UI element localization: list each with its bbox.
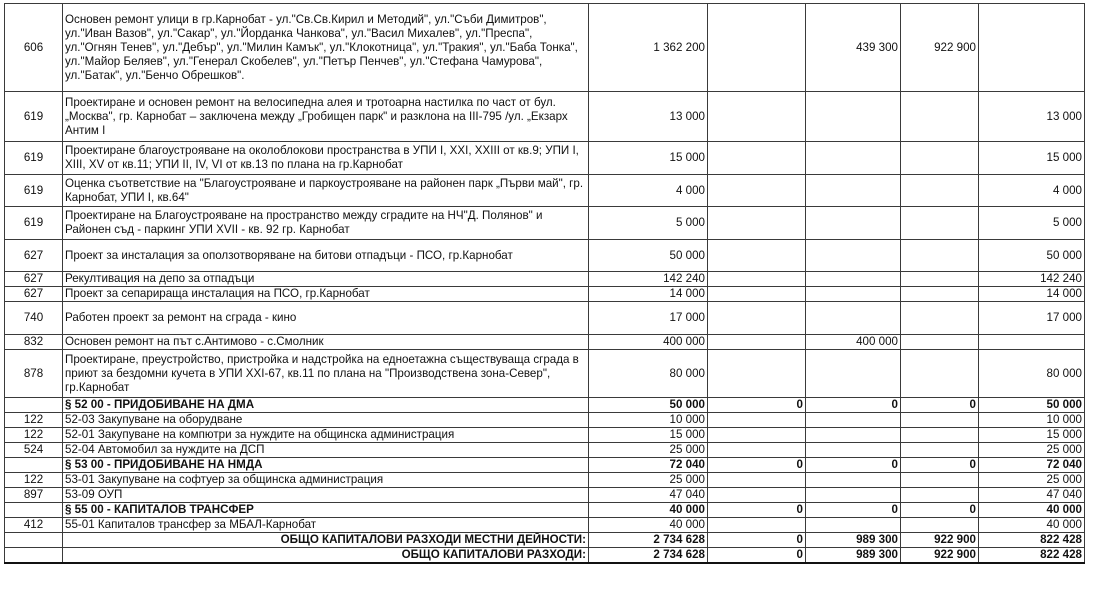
table-row: [5, 335, 1085, 350]
amount-column-1-cell: 0: [708, 548, 806, 564]
total-amount-cell: 142 240: [589, 272, 708, 287]
amount-column-4-cell: 25 000: [979, 443, 1085, 458]
table-row: [5, 287, 1085, 302]
section-row: [5, 398, 1085, 413]
total-amount-cell: 5 000: [589, 207, 708, 240]
description-cell: § 53 00 - ПРИДОБИВАНЕ НА НМДА: [63, 458, 589, 473]
description-cell: Проект за сепарираща инсталация на ПСО, гр.Карнобат: [63, 287, 589, 302]
total-amount-cell: 40 000: [589, 518, 708, 533]
amount-column-4-cell: 72 040: [979, 458, 1085, 473]
amount-column-2-cell: [806, 473, 901, 488]
amount-column-3-cell: 0: [901, 398, 979, 413]
description-cell: Работен проект за ремонт на сграда - кино: [63, 302, 589, 335]
description-cell: Проектиране, преустройство, пристройка и надстройка на едноетажна съществуваща сграда в приют за бездомни кучета в УПИ ХХІ-67, кв.11 по плана на "Производствена зона-Север", гр.Карнобат: [63, 350, 589, 398]
amount-column-2-cell: [806, 175, 901, 207]
program-code-cell: 740: [5, 302, 63, 335]
table-row: [5, 302, 1085, 335]
total-amount-cell: 25 000: [589, 443, 708, 458]
amount-column-1-cell: 0: [708, 398, 806, 413]
amount-column-1-cell: [708, 142, 806, 175]
table-row: [5, 413, 1085, 428]
capital-expenditure-table: [4, 3, 1085, 564]
amount-column-1-cell: [708, 240, 806, 272]
description-cell: Основен ремонт улици в гр.Карнобат - ул."Св.Св.Кирил и Методий", ул."Съби Димитров", ул."Иван Вазов", ул."Сакар", ул."Йорданка Чанкова", ул."Васил Михалев", ул."Преспа", ул."Огнян Тенев", ул."Дебър", ул."Милин Камък", ул."Клокотница", ул."Тракия", ул."Баба Тонка", ул."Майор Беляев", ул."Генерал Скобелев", ул."Петър Пенчев", ул."Стефана Чамурова", ул."Батак", ул."Бенчо Обрешков".: [63, 4, 589, 92]
program-code-cell: 619: [5, 175, 63, 207]
table-row: [5, 240, 1085, 272]
amount-column-1-cell: [708, 518, 806, 533]
amount-column-3-cell: [901, 92, 979, 142]
table-row: [5, 488, 1085, 503]
program-code-cell: 832: [5, 335, 63, 350]
amount-column-3-cell: 922 900: [901, 548, 979, 564]
total-amount-cell: 14 000: [589, 287, 708, 302]
table-row: [5, 518, 1085, 533]
amount-column-4-cell: 40 000: [979, 518, 1085, 533]
program-code-cell: 627: [5, 287, 63, 302]
amount-column-4-cell: 40 000: [979, 503, 1085, 518]
total-amount-cell: 17 000: [589, 302, 708, 335]
amount-column-3-cell: [901, 350, 979, 398]
total-row: [5, 548, 1085, 564]
total-amount-cell: 47 040: [589, 488, 708, 503]
amount-column-1-cell: [708, 335, 806, 350]
amount-column-1-cell: 0: [708, 458, 806, 473]
amount-column-1-cell: [708, 207, 806, 240]
total-amount-cell: 40 000: [589, 503, 708, 518]
total-amount-cell: 400 000: [589, 335, 708, 350]
program-code-cell: 878: [5, 350, 63, 398]
program-code-cell: [5, 398, 63, 413]
total-row: [5, 533, 1085, 548]
program-code-cell: [5, 533, 63, 548]
description-cell: 52-04 Автомобил за нуждите на ДСП: [63, 443, 589, 458]
table-row: [5, 443, 1085, 458]
description-cell: Основен ремонт на път с.Антимово - с.Смолник: [63, 335, 589, 350]
table-row: [5, 350, 1085, 398]
amount-column-1-cell: 0: [708, 503, 806, 518]
amount-column-2-cell: 439 300: [806, 4, 901, 92]
description-cell: Рекултивация на депо за отпадъци: [63, 272, 589, 287]
amount-column-2-cell: [806, 240, 901, 272]
amount-column-2-cell: [806, 92, 901, 142]
total-amount-cell: 10 000: [589, 413, 708, 428]
amount-column-4-cell: 4 000: [979, 175, 1085, 207]
program-code-cell: 122: [5, 413, 63, 428]
total-amount-cell: 13 000: [589, 92, 708, 142]
amount-column-2-cell: [806, 443, 901, 458]
table-row: [5, 92, 1085, 142]
program-code-cell: 412: [5, 518, 63, 533]
amount-column-1-cell: [708, 443, 806, 458]
amount-column-3-cell: 922 900: [901, 533, 979, 548]
table-row: [5, 4, 1085, 92]
amount-column-4-cell: [979, 4, 1085, 92]
description-cell: ОБЩО КАПИТАЛОВИ РАЗХОДИ:: [63, 548, 589, 564]
total-amount-cell: 1 362 200: [589, 4, 708, 92]
program-code-cell: 627: [5, 272, 63, 287]
amount-column-2-cell: [806, 413, 901, 428]
amount-column-4-cell: [979, 335, 1085, 350]
amount-column-4-cell: 25 000: [979, 473, 1085, 488]
program-code-cell: 619: [5, 142, 63, 175]
description-cell: Оценка съответствие на "Благоустрояване и паркоустрояване на районен парк „Първи май", гр. Карнобат, УПИ І, кв.64": [63, 175, 589, 207]
program-code-cell: 122: [5, 428, 63, 443]
program-code-cell: 122: [5, 473, 63, 488]
program-code-cell: 606: [5, 4, 63, 92]
description-cell: § 55 00 - КАПИТАЛОВ ТРАНСФЕР: [63, 503, 589, 518]
amount-column-3-cell: 0: [901, 503, 979, 518]
amount-column-4-cell: 10 000: [979, 413, 1085, 428]
amount-column-3-cell: [901, 287, 979, 302]
section-row: [5, 458, 1085, 473]
amount-column-4-cell: 50 000: [979, 398, 1085, 413]
description-cell: 52-01 Закупуване на компютри за нуждите на общинска администрация: [63, 428, 589, 443]
total-amount-cell: 15 000: [589, 428, 708, 443]
amount-column-1-cell: [708, 428, 806, 443]
amount-column-1-cell: [708, 473, 806, 488]
amount-column-3-cell: [901, 335, 979, 350]
description-cell: Проектиране благоустрояване на околоблокови пространства в УПИ І, ХХІ, ХХІІІ от кв.9; УПИ І, ХІІІ, ХV от кв.11; УПИ ІІ, ІV, VІ от кв.13 по плана на гр.Карнобат: [63, 142, 589, 175]
program-code-cell: [5, 503, 63, 518]
amount-column-3-cell: [901, 302, 979, 335]
amount-column-2-cell: 989 300: [806, 533, 901, 548]
description-cell: 55-01 Капиталов трансфер за МБАЛ-Карнобат: [63, 518, 589, 533]
program-code-cell: [5, 458, 63, 473]
amount-column-2-cell: [806, 302, 901, 335]
amount-column-1-cell: [708, 287, 806, 302]
amount-column-4-cell: 50 000: [979, 240, 1085, 272]
amount-column-2-cell: 0: [806, 398, 901, 413]
amount-column-2-cell: 0: [806, 458, 901, 473]
amount-column-4-cell: 14 000: [979, 287, 1085, 302]
total-amount-cell: 2 734 628: [589, 548, 708, 564]
amount-column-3-cell: [901, 207, 979, 240]
total-amount-cell: 25 000: [589, 473, 708, 488]
amount-column-2-cell: [806, 272, 901, 287]
amount-column-1-cell: [708, 4, 806, 92]
table-row: [5, 428, 1085, 443]
amount-column-4-cell: 13 000: [979, 92, 1085, 142]
total-amount-cell: 4 000: [589, 175, 708, 207]
table-row: [5, 175, 1085, 207]
table-body: [5, 4, 1085, 564]
table-row: [5, 272, 1085, 287]
total-amount-cell: 50 000: [589, 240, 708, 272]
amount-column-4-cell: 15 000: [979, 428, 1085, 443]
description-cell: 52-03 Закупуване на оборудване: [63, 413, 589, 428]
amount-column-3-cell: [901, 175, 979, 207]
program-code-cell: 619: [5, 92, 63, 142]
description-cell: 53-01 Закупуване на софтуер за общинска администрация: [63, 473, 589, 488]
amount-column-2-cell: [806, 287, 901, 302]
amount-column-2-cell: 400 000: [806, 335, 901, 350]
amount-column-1-cell: [708, 488, 806, 503]
total-amount-cell: 2 734 628: [589, 533, 708, 548]
description-cell: Проект за инсталация за оползотворяване на битови отпадъци - ПСО, гр.Карнобат: [63, 240, 589, 272]
amount-column-1-cell: [708, 302, 806, 335]
program-code-cell: 524: [5, 443, 63, 458]
program-code-cell: 619: [5, 207, 63, 240]
amount-column-4-cell: 15 000: [979, 142, 1085, 175]
section-row: [5, 503, 1085, 518]
amount-column-4-cell: 822 428: [979, 533, 1085, 548]
amount-column-1-cell: [708, 413, 806, 428]
amount-column-4-cell: 822 428: [979, 548, 1085, 564]
amount-column-3-cell: [901, 443, 979, 458]
amount-column-2-cell: 989 300: [806, 548, 901, 564]
amount-column-4-cell: 17 000: [979, 302, 1085, 335]
program-code-cell: 627: [5, 240, 63, 272]
amount-column-3-cell: [901, 473, 979, 488]
table-row: [5, 142, 1085, 175]
amount-column-3-cell: [901, 272, 979, 287]
description-cell: Проектиране и основен ремонт на велосипедна алея и тротоарна настилка по част от бул. „Москва", гр. Карнобат – заключена между „Гробищен парк" и разклона на III-795 /ул. „Екзарх Антим І: [63, 92, 589, 142]
amount-column-2-cell: [806, 428, 901, 443]
total-amount-cell: 72 040: [589, 458, 708, 473]
amount-column-3-cell: [901, 518, 979, 533]
amount-column-1-cell: [708, 92, 806, 142]
program-code-cell: 897: [5, 488, 63, 503]
amount-column-1-cell: [708, 350, 806, 398]
amount-column-3-cell: [901, 240, 979, 272]
amount-column-2-cell: [806, 207, 901, 240]
amount-column-3-cell: 922 900: [901, 4, 979, 92]
total-amount-cell: 15 000: [589, 142, 708, 175]
amount-column-4-cell: 47 040: [979, 488, 1085, 503]
amount-column-3-cell: [901, 142, 979, 175]
amount-column-4-cell: 5 000: [979, 207, 1085, 240]
description-cell: 53-09 ОУП: [63, 488, 589, 503]
program-code-cell: [5, 548, 63, 564]
total-amount-cell: 80 000: [589, 350, 708, 398]
description-cell: § 52 00 - ПРИДОБИВАНЕ НА ДМА: [63, 398, 589, 413]
amount-column-1-cell: [708, 175, 806, 207]
description-cell: ОБЩО КАПИТАЛОВИ РАЗХОДИ МЕСТНИ ДЕЙНОСТИ:: [63, 533, 589, 548]
amount-column-3-cell: [901, 428, 979, 443]
amount-column-2-cell: [806, 518, 901, 533]
amount-column-3-cell: 0: [901, 458, 979, 473]
amount-column-3-cell: [901, 488, 979, 503]
amount-column-2-cell: 0: [806, 503, 901, 518]
amount-column-2-cell: [806, 350, 901, 398]
amount-column-1-cell: [708, 272, 806, 287]
amount-column-4-cell: 80 000: [979, 350, 1085, 398]
table-row: [5, 207, 1085, 240]
amount-column-2-cell: [806, 142, 901, 175]
table-row: [5, 473, 1085, 488]
amount-column-4-cell: 142 240: [979, 272, 1085, 287]
description-cell: Проектиране на Благоустрояване на пространство между сградите на НЧ"Д. Полянов" и Районен съд - паркинг УПИ ХVІІ - кв. 92 гр. Карнобат: [63, 207, 589, 240]
amount-column-2-cell: [806, 488, 901, 503]
total-amount-cell: 50 000: [589, 398, 708, 413]
amount-column-1-cell: 0: [708, 533, 806, 548]
amount-column-3-cell: [901, 413, 979, 428]
